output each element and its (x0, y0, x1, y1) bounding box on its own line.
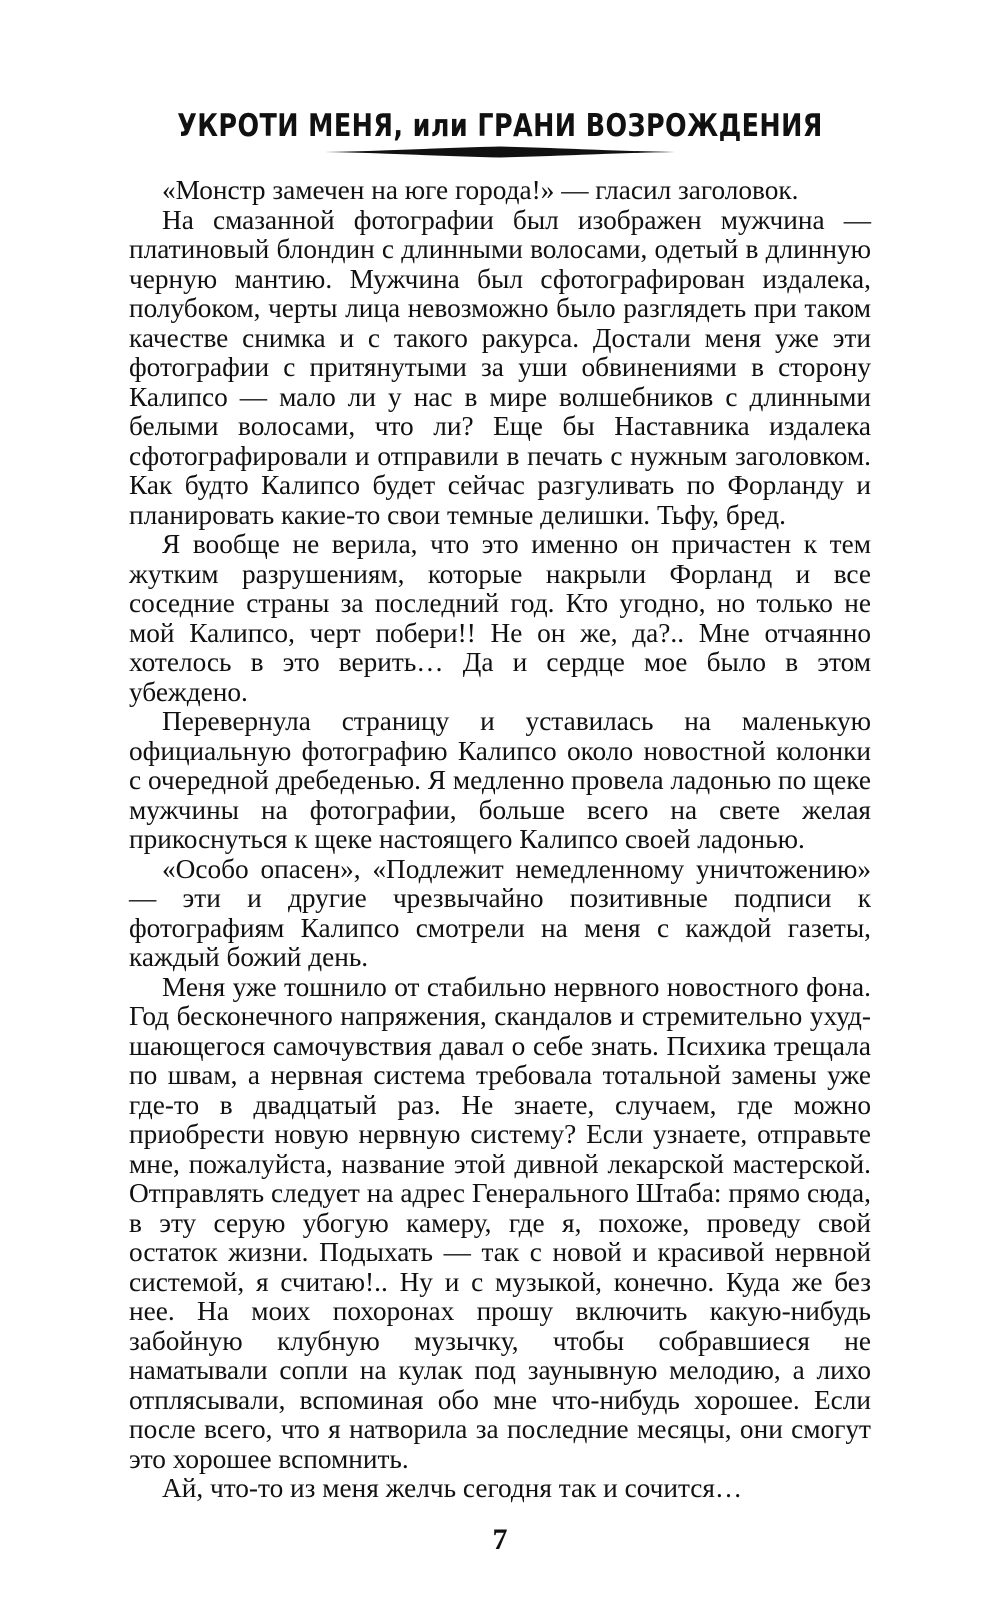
paragraph: «Особо опасен», «Подлежит немедленному уничтожению» — эти и другие чрезвычайно позитивные подписи к фотографиям Калипсо смотрели на меня с каждой газеты, каждый божий день. (129, 853, 871, 972)
paragraph: Меня уже тошнило от стабильно нервного новостного фона. Год бесконечного напряжения, скандалов и стремительно ухудшающегося самочувствия давал о себе знать. Психика трещала по швам, а нервная система требовала тотальной замены уже где-то в двадцатый раз. Не знаете, случаем, где можно приобрести новую нервную систему? Если узнаете, отправьте мне, пожалуйста, название этой дивной лекарской мастерской. Отправлять следует на адрес Генерального Штаба: прямо сюда, в эту серую убогую камеру, где я, похоже, проведу свой остаток жизни. Подыхать — так с новой и красивой нервной системой, я считаю!.. Ну и с музыкой, конечно. Куда же без нее. На моих похоронах прошу включить какую-нибудь забойную клубную музычку, чтобы собравшиеся не наматывали сопли на кулак под заунывную мелодию, а лихо отплясывали, вспоминая обо мне что-нибудь хорошее. Если после всего, что я натворила за последние месяцы, они смогут это хорошее вспомнить. (129, 971, 871, 1474)
paragraph: Ай, что-то из меня желчь сегодня так и сочится… (162, 1473, 743, 1503)
page-number: 7 (492, 1523, 508, 1556)
paragraph: Я вообще не верила, что это именно он причастен к тем жутким разрушениям, которые накрыли Форланд и все соседние страны за последний год. Кто угодно, но только не мой Калипсо, черт побери!! Не он же, да?.. Мне отчаянно хотелось в это верить… Да и сердце мое было в этом убеждено. (129, 529, 871, 707)
paragraph: Перевернула страницу и уставилась на маленькую официальную фотографию Калипсо около новостной колонки с очередной дребеденью. Я медленно провела ладонью по щеке мужчины на фотографии, больше всего на свете желая прикоснуться к щеке настоящего Калипсо своей ладонью. (129, 706, 871, 854)
ornamental-rule (325, 145, 675, 159)
paragraph: «Монстр замечен на юге города!» — гласил заголовок. (162, 175, 799, 205)
paragraph: На смазанной фотографии был изображен мужчина — платиновый блондин с длинными волосами, одетый в длинную черную мантию. Мужчина был сфотографирован издалека, полубоком, черты лица невозможно было разглядеть при таком качестве снимка и с такого ракурса. Достали меня уже эти фотографии с притянутыми за уши обвинениями в сторону Калипсо — мало ли у нас в мире волшебников с длинными белыми волосами, что ли? Еще бы Наставника издалека сфотографировали и отправили в печать с нужным заголовком. Как будто Калипсо будет сейчас разгуливать по Форланду и планировать какие-то свои темные делишки. Тьфу, бред. (129, 204, 871, 530)
running-head: УКРОТИ МЕНЯ, или ГРАНИ ВОЗРОЖДЕНИЯ (177, 108, 823, 144)
body-text (129, 176, 871, 1504)
